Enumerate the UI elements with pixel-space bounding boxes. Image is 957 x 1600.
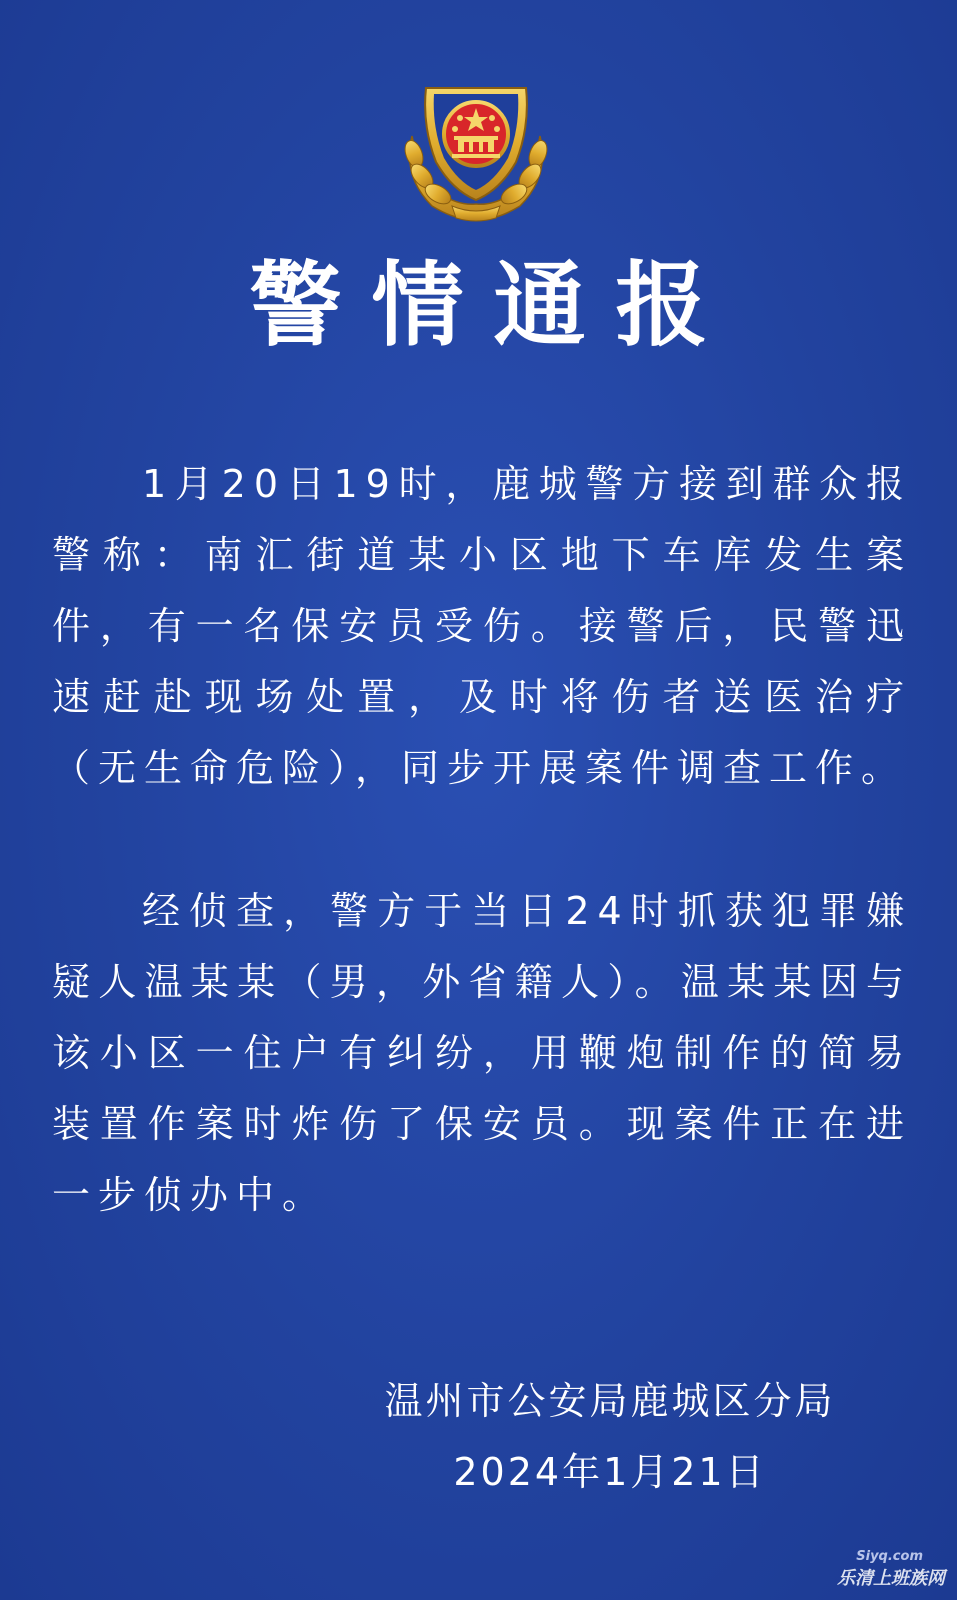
notice-paragraph-1: 1月20日19时，鹿城警方接到群众报警称：南汇街道某小区地下车库发生案件，有一名保安员受伤。接警后，民警迅速赶赴现场处置，及时将伤者送医治疗（无生命危险），同步开展案件调查工作。	[52, 462, 912, 790]
watermark-site-name: 乐清上班族网	[837, 1568, 945, 1589]
issue-date: 2024年1月21日	[453, 1450, 767, 1494]
site-watermark	[815, 1520, 945, 1590]
police-emblem-icon	[392, 66, 560, 226]
issuing-organization: 温州市公安局鹿城区分局	[384, 1379, 836, 1423]
watermark-logo: Siyq.com	[856, 1549, 923, 1564]
notice-paragraph-2: 经侦查，警方于当日24时抓获犯罪嫌疑人温某某（男，外省籍人）。温某某因与该小区一住户有纠纷，用鞭炮制作的简易装置作案时炸伤了保安员。现案件正在进一步侦办中。	[52, 889, 912, 1217]
page-title: 警情通报	[249, 251, 738, 359]
